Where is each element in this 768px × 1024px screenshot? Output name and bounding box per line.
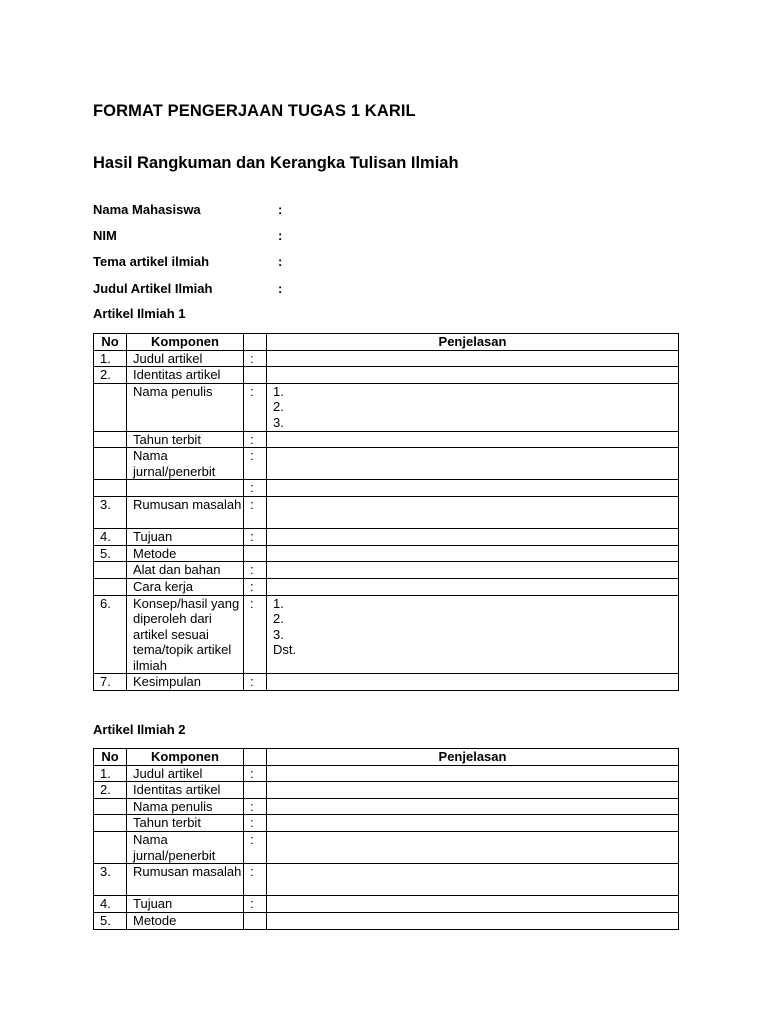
row-komponen: Alat dan bahan — [127, 562, 244, 579]
row-number — [94, 578, 127, 595]
row-penjelasan[interactable] — [267, 674, 679, 691]
row-number: 2. — [94, 782, 127, 799]
table-row — [94, 831, 679, 863]
header-colon — [244, 749, 267, 766]
row-colon: : — [244, 815, 267, 832]
row-komponen — [127, 480, 244, 497]
row-number — [94, 383, 127, 431]
table-row — [94, 529, 679, 546]
row-komponen: Kesimpulan — [127, 674, 244, 691]
field-label-nama-mahasiswa: Nama Mahasiswa — [93, 202, 201, 217]
row-number: 3. — [94, 496, 127, 528]
row-penjelasan[interactable] — [267, 782, 679, 799]
row-number: 4. — [94, 529, 127, 546]
row-colon — [244, 545, 267, 562]
table-row — [94, 431, 679, 448]
table-row — [94, 674, 679, 691]
row-number — [94, 562, 127, 579]
table-row — [94, 350, 679, 367]
section-1-title: Artikel Ilmiah 1 — [93, 306, 186, 321]
row-number: 2. — [94, 367, 127, 384]
table-row — [94, 367, 679, 384]
table-row — [94, 798, 679, 815]
field-colon: : — [278, 254, 283, 269]
row-colon: : — [244, 562, 267, 579]
row-number — [94, 480, 127, 497]
penjelasan-line — [273, 848, 678, 864]
row-komponen: Konsep/hasil yang diperoleh dari artikel sesuai tema/topik artikel ilmiah — [127, 595, 244, 674]
artikel-1-table — [93, 333, 679, 691]
row-colon: : — [244, 529, 267, 546]
penjelasan-line: 3. — [273, 414, 284, 430]
row-colon — [244, 367, 267, 384]
row-komponen: Judul artikel — [127, 350, 244, 367]
row-colon: : — [244, 480, 267, 497]
row-komponen: Nama jurnal/penerbit — [127, 831, 244, 863]
row-penjelasan[interactable] — [267, 912, 679, 929]
penjelasan-line: 2. — [273, 399, 284, 415]
table-row — [94, 912, 679, 929]
row-penjelasan[interactable] — [267, 815, 679, 832]
penjelasan-line: 3. — [273, 626, 284, 642]
penjelasan-line — [273, 513, 678, 529]
row-komponen: Tahun terbit — [127, 431, 244, 448]
row-penjelasan[interactable] — [267, 864, 679, 896]
row-penjelasan[interactable] — [267, 578, 679, 595]
table-row — [94, 545, 679, 562]
row-number — [94, 431, 127, 448]
row-penjelasan[interactable] — [267, 529, 679, 546]
table-row — [94, 815, 679, 832]
row-penjelasan[interactable] — [267, 798, 679, 815]
row-colon: : — [244, 496, 267, 528]
row-penjelasan[interactable] — [267, 496, 679, 528]
row-komponen: Judul artikel — [127, 765, 244, 782]
penjelasan-line — [273, 832, 678, 848]
table-row — [94, 578, 679, 595]
row-number: 4. — [94, 896, 127, 913]
row-colon: : — [244, 595, 267, 674]
table-header-row — [94, 334, 679, 351]
penjelasan-line — [273, 497, 678, 513]
row-penjelasan[interactable] — [267, 383, 679, 431]
row-penjelasan[interactable] — [267, 765, 679, 782]
row-colon: : — [244, 350, 267, 367]
row-number — [94, 798, 127, 815]
table-header-row — [94, 749, 679, 766]
header-no: No — [94, 749, 127, 766]
row-number — [94, 815, 127, 832]
row-penjelasan[interactable] — [267, 480, 679, 497]
row-komponen: Nama jurnal/penerbit — [127, 448, 244, 480]
table-row — [94, 448, 679, 480]
header-komponen: Komponen — [127, 334, 244, 351]
table-body — [94, 765, 679, 929]
row-colon: : — [244, 674, 267, 691]
section-2-title: Artikel Ilmiah 2 — [93, 722, 186, 737]
header-no: No — [94, 334, 127, 351]
row-penjelasan[interactable] — [267, 896, 679, 913]
penjelasan-line — [273, 464, 678, 480]
row-number — [94, 448, 127, 480]
table-row — [94, 595, 679, 674]
row-komponen: Nama penulis — [127, 383, 244, 431]
row-penjelasan[interactable] — [267, 431, 679, 448]
header-komponen: Komponen — [127, 749, 244, 766]
penjelasan-line: 1. — [273, 595, 284, 611]
field-colon: : — [278, 281, 283, 296]
table-row — [94, 782, 679, 799]
row-penjelasan[interactable] — [267, 562, 679, 579]
table-row — [94, 896, 679, 913]
row-komponen: Cara kerja — [127, 578, 244, 595]
row-colon: : — [244, 896, 267, 913]
row-penjelasan[interactable] — [267, 350, 679, 367]
table-row — [94, 765, 679, 782]
header-penjelasan: Penjelasan — [267, 334, 679, 351]
penjelasan-line — [273, 864, 678, 880]
row-komponen: Metode — [127, 545, 244, 562]
row-komponen: Tahun terbit — [127, 815, 244, 832]
row-komponen: Identitas artikel — [127, 367, 244, 384]
row-colon: : — [244, 578, 267, 595]
penjelasan-line: 1. — [273, 383, 284, 399]
document-subtitle: Hasil Rangkuman dan Kerangka Tulisan Ilmiah — [93, 154, 459, 172]
row-komponen: Rumusan masalah — [127, 496, 244, 528]
penjelasan-line — [273, 880, 678, 896]
row-komponen: Nama penulis — [127, 798, 244, 815]
table-row — [94, 480, 679, 497]
row-number: 1. — [94, 350, 127, 367]
field-colon: : — [278, 228, 283, 243]
table-row — [94, 864, 679, 896]
row-colon: : — [244, 765, 267, 782]
row-komponen: Tujuan — [127, 896, 244, 913]
row-penjelasan[interactable] — [267, 448, 679, 480]
penjelasan-line — [273, 448, 678, 464]
row-number: 5. — [94, 912, 127, 929]
table-body — [94, 350, 679, 690]
row-colon — [244, 912, 267, 929]
row-penjelasan[interactable] — [267, 831, 679, 863]
row-number — [94, 831, 127, 863]
row-penjelasan[interactable] — [267, 367, 679, 384]
row-komponen: Identitas artikel — [127, 782, 244, 799]
header-penjelasan: Penjelasan — [267, 749, 679, 766]
table-row — [94, 383, 679, 431]
artikel-2-table — [93, 748, 679, 930]
field-colon: : — [278, 202, 283, 217]
row-colon: : — [244, 431, 267, 448]
table-row — [94, 496, 679, 528]
row-number: 7. — [94, 674, 127, 691]
row-penjelasan[interactable] — [267, 545, 679, 562]
row-number: 6. — [94, 595, 127, 674]
field-label-tema: Tema artikel ilmiah — [93, 254, 210, 269]
row-komponen: Rumusan masalah — [127, 864, 244, 896]
row-colon — [244, 782, 267, 799]
row-penjelasan[interactable] — [267, 595, 679, 674]
row-number: 5. — [94, 545, 127, 562]
row-colon: : — [244, 864, 267, 896]
document-title: FORMAT PENGERJAAN TUGAS 1 KARIL — [93, 102, 416, 120]
field-label-nim: NIM — [93, 228, 117, 243]
table-row — [94, 562, 679, 579]
row-komponen: Metode — [127, 912, 244, 929]
penjelasan-line: 2. — [273, 611, 284, 627]
row-colon: : — [244, 798, 267, 815]
row-colon: : — [244, 448, 267, 480]
penjelasan-line: Dst. — [273, 642, 297, 658]
row-colon: : — [244, 383, 267, 431]
row-colon: : — [244, 831, 267, 863]
row-komponen: Tujuan — [127, 529, 244, 546]
header-colon — [244, 334, 267, 351]
row-number: 1. — [94, 765, 127, 782]
row-number: 3. — [94, 864, 127, 896]
field-label-judul: Judul Artikel Ilmiah — [93, 281, 213, 296]
